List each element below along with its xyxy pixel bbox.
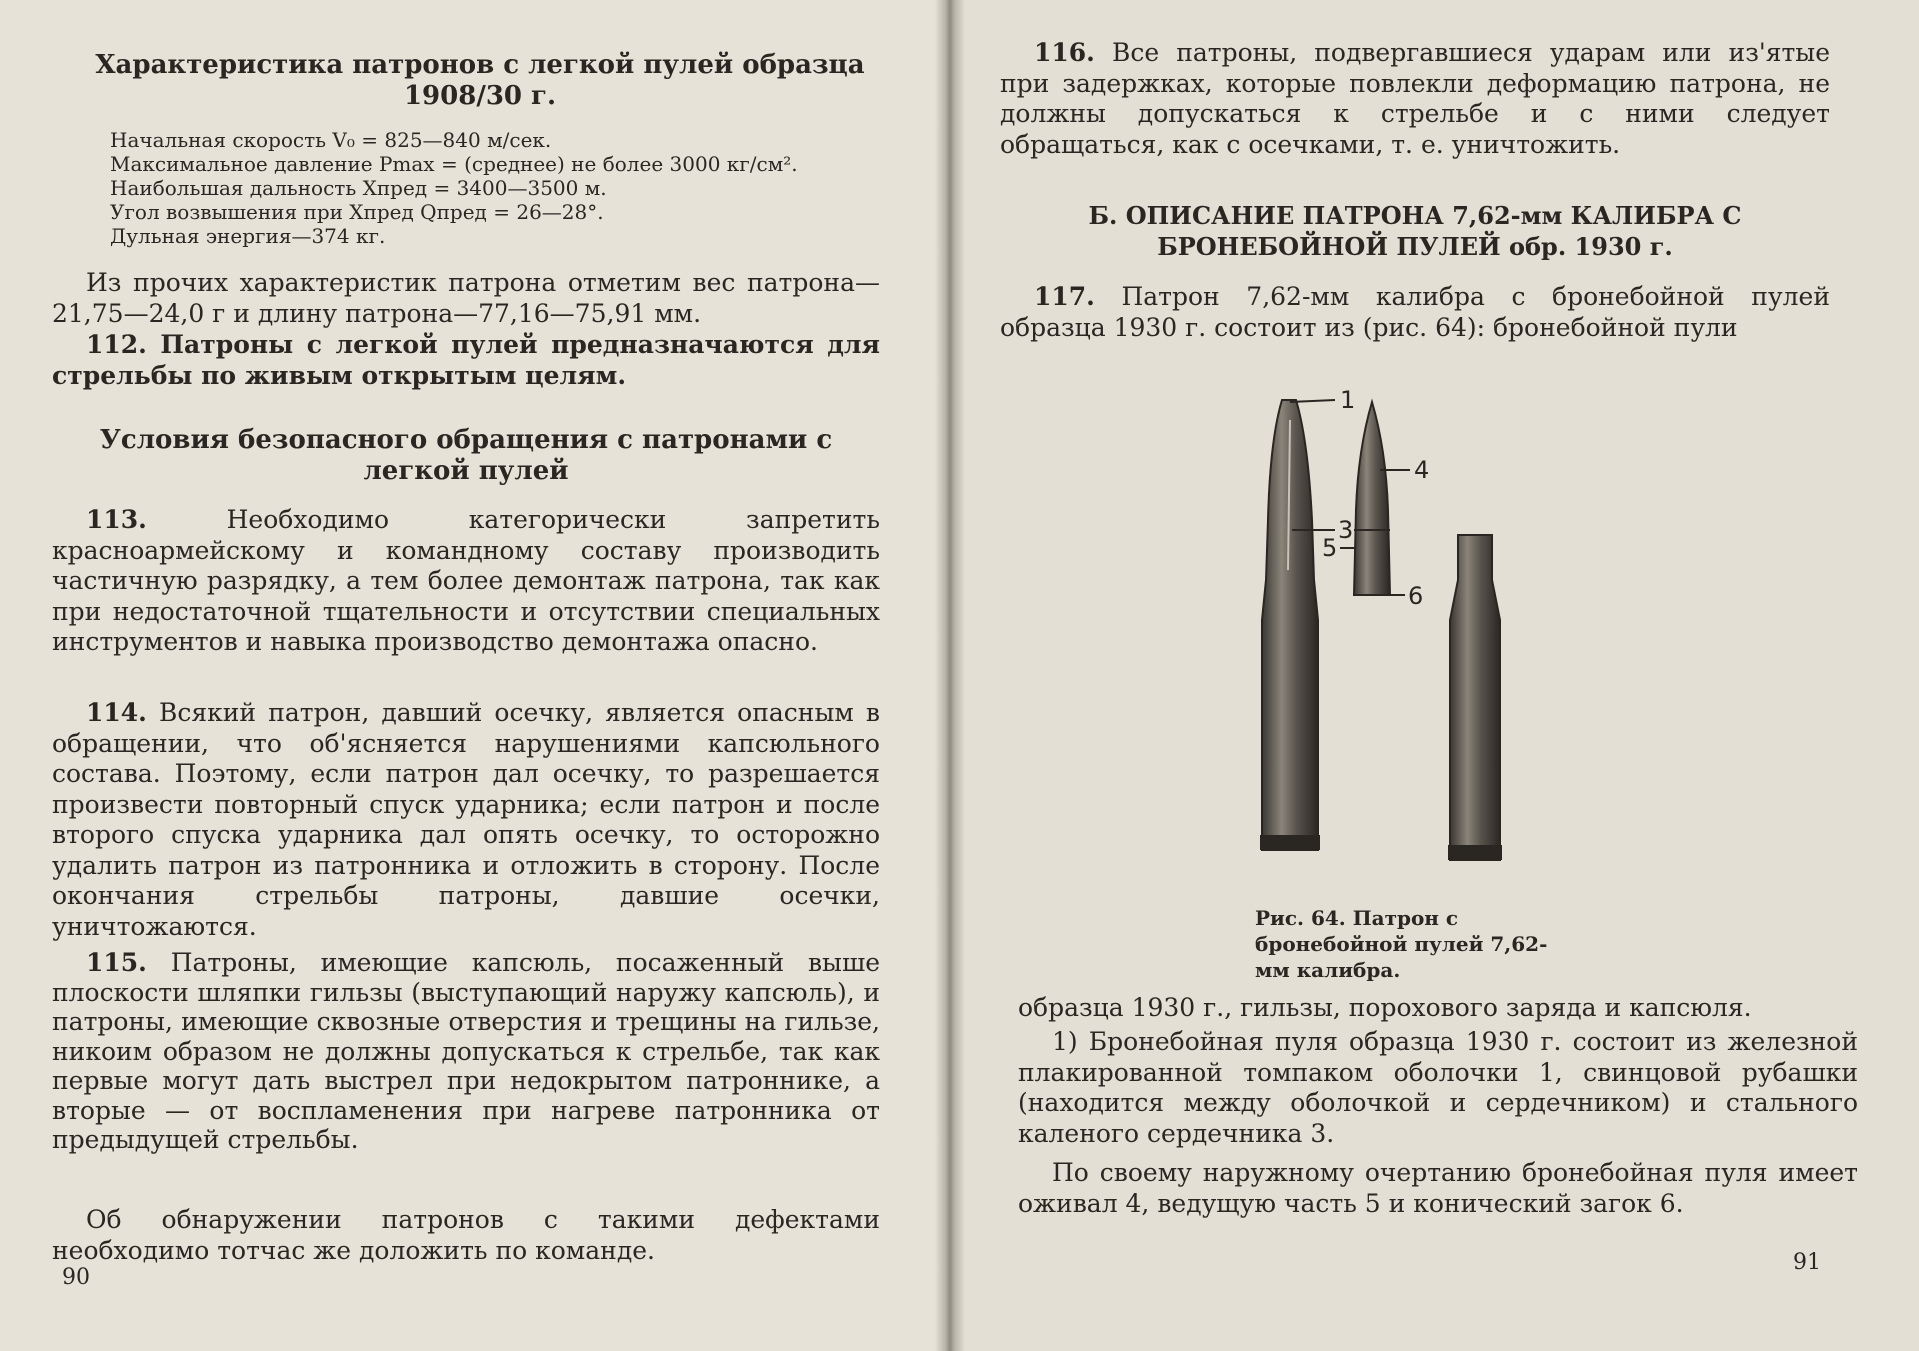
spec-angle: Угол возвышения при Xпред Qпред = 26—28°. [110,200,604,224]
para-shape: По своему наружному очертанию бронебойная пуля имеет оживал 4, ведущую часть 5 и конический загок 6. [1018,1158,1858,1218]
para-114-number: 114. [86,698,147,727]
para-114-text: Всякий патрон, давший осечку, является опасным в обращении, что об'ясняется нарушениями капсюльного состава. Поэтому, если патрон дал осечку, то разрешается произвести повторный спуск ударника; если патрон и после второго спуска ударника дал опять осечку, то осторожно удалить патрон из патронника и отложить в сторону. После окончания стрельбы патроны, давшие осечки, уничтожаются. [52,698,880,941]
specs-list [110,128,910,248]
para-117 [1000,282,1830,343]
spec-energy: Дульная энергия—374 кг. [110,224,386,248]
para-bullet: 1) Бронебойная пуля образца 1930 г. состоит из железной плакированной томпаком оболочки 1, свинцовой рубашки (находится между оболочкой и сердечником) и стального каленого сердечника 3. [1018,1027,1858,1148]
spec-range: Наибольшая дальность Xпред = 3400—3500 м. [110,176,607,200]
figure-label-3: 3 [1338,516,1354,544]
para-116-text: Все патроны, подвергавшиеся ударам или из'ятые при задержках, которые повлекли деформацию патрона, не должны допускаться к стрельбе и с ними следует обращаться, как с осечками, т. е. уничтожить. [1000,38,1830,159]
para-113-text: Необходимо категорически запретить красноармейскому и командному составу производить частичную разрядку, а тем более демонтаж патрона, так как при недостаточной тщательности и отсутствии специальных инструментов и навыка производство демонтажа опасно. [52,505,880,656]
para-116 [1000,38,1830,160]
para-113 [52,505,880,658]
para-117-text: Патрон 7,62-мм калибра с бронебойной пулей образца 1930 г. состоит из (рис. 64): бронебойной пули [1000,282,1830,342]
cartridge-figure [1200,380,1600,880]
cartridge-case [1448,535,1502,860]
page-number-right: 91 [1793,1250,1821,1275]
para-weight: Из прочих характеристик патрона отметим вес патрона—21,75—24,0 г и длину патрона—77,16—75,91 мм. [52,268,880,328]
spec-pressure: Максимальное давление Pmax = (среднее) не более 3000 кг/см². [110,152,798,176]
section-heading: Б. ОПИСАНИЕ ПАТРОНА 7,62-мм КАЛИБРА С БРОНЕБОЙНОЙ ПУЛЕЙ обр. 1930 г. [1088,201,1742,261]
book-gutter [935,0,965,1351]
bullet [1354,402,1390,595]
para-113-number: 113. [86,505,147,534]
figure-label-4: 4 [1414,456,1430,484]
subheading-safety: Условия безопасного обращения с патронами с легкой пулей [99,425,833,486]
right-page [950,0,1919,1351]
figure-label-1: 1 [1340,386,1356,414]
para-114 [52,698,880,942]
figure-label-5: 5 [1322,534,1338,562]
assembled-cartridge [1260,400,1320,850]
para-115-text: Патроны, имеющие капсюль, посаженный выше плоскости шляпки гильзы (выступающий наружу капсюль), и патроны, имеющие сквозные отверстия и трещины на гильзе, никоим образом не должны допускаться к стрельбе, так как первые могут дать выстрел при недокрытом патроннике, а вторые — от воспламенения при нагреве патронника от предыдущей стрельбы. [52,948,880,1154]
para-report: Об обнаружении патронов с такими дефектами необходимо тотчас же доложить по команде. [52,1205,880,1265]
para-112: 112. Патроны с легкой пулей предназначаются для стрельбы по живым открытым целям. [52,330,880,390]
para-116-number: 116. [1034,38,1095,67]
para-117-number: 117. [1034,282,1095,311]
spec-velocity: Начальная скорость V₀ = 825—840 м/сек. [110,128,552,152]
para-117-continued: образца 1930 г., гильзы, порохового заряда и капсюля. [1018,993,1752,1022]
page-title: Характеристика патронов с легкой пулей образца 1908/30 г. [95,50,865,111]
page-number-left: 90 [62,1265,90,1290]
para-115 [52,948,880,1155]
figure-caption: Рис. 64. Патрон с бронебойной пулей 7,62-мм калибра. [1255,906,1548,982]
figure-label-6: 6 [1408,582,1424,610]
para-115-number: 115. [86,948,147,977]
left-page [0,0,950,1351]
